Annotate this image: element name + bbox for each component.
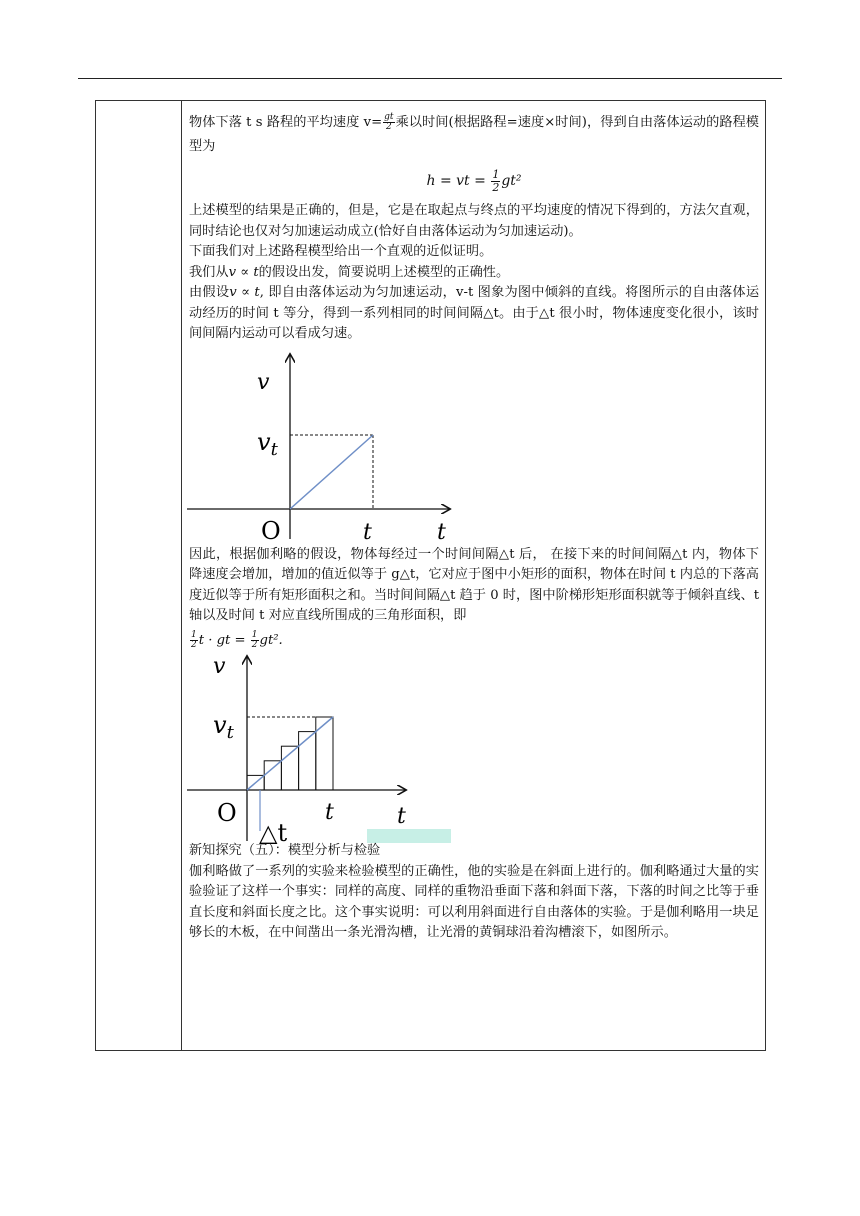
eq-mid: t · gt =: [198, 632, 250, 648]
paragraph-proof-intro: 下面我们对上述路程模型给出一个直观的近似证明。: [189, 244, 493, 259]
column-divider: [181, 101, 182, 1050]
vt-label: [257, 428, 279, 460]
origin-label: O: [261, 516, 281, 545]
y-axis-label: v: [257, 369, 270, 395]
math-proportional: v ∝ t: [229, 285, 260, 300]
paragraph-vt-graph: [189, 283, 759, 345]
content-cell: [189, 111, 759, 944]
step-rect: [299, 732, 316, 790]
fraction-half: [491, 169, 500, 194]
equation-path-model: [189, 163, 759, 199]
text-run: 由假设: [189, 285, 230, 300]
vt-main: v: [213, 711, 227, 739]
eq-end: gt².: [259, 632, 283, 648]
frac-num: gt: [384, 112, 394, 122]
frac-num: 1: [191, 629, 197, 640]
figure-vt-steps: [187, 653, 457, 845]
paragraph-average-speed: [189, 111, 759, 159]
frac-num: 1: [251, 629, 258, 640]
eq-left: h = vt =: [426, 173, 491, 189]
paragraph-galileo-experiment: 伽利略做了一系列的实验来检验模型的正确性，他的实验是在斜面上进行的。伽利略通过大量的实验验证了这样一个事实：同样的高度、同样的重物沿垂面下落和斜面下落，下落的时间之比等于垂直长度和斜面长度之比。这个事实说明：可以利用斜面进行自由落体的实验。于是伽利略用一块足够长的木板，在中间凿出一条光滑沟槽，让光滑的黄铜球沿着沟槽滚下，如图所示。: [189, 863, 759, 940]
fraction-half: [251, 631, 259, 650]
paragraph-step-explanation: 因此，根据伽利略的假设，物体每经过一个时间间隔△t 后， 在接下来的时间间隔△t 内，物体下降速度会增加，增加的值近似等于 g△t，它对应于图中小矩形的面积，物体在时间 t 内总的下落高度近似等于所有矩形面积之和。当时间间隔△t 趋于 0 时，图中阶梯形矩形面积就等于倾斜直线、t 轴以及时间 t 对应直线所围成的三角形面积，即: [189, 546, 759, 623]
equation-area: [189, 631, 759, 652]
velocity-line: [247, 717, 333, 790]
vt-sub: t: [270, 438, 278, 460]
paragraph-assumption: [189, 263, 759, 284]
section-heading-model-analysis: 新知探究（五）：模型分析与检验: [189, 843, 381, 858]
eq-right: gt²: [501, 173, 522, 189]
origin-label: O: [217, 799, 237, 827]
text-run: 我们从: [189, 264, 229, 280]
text-run: 乘以时间(根据路程=速度×时间)，得到自由落体运动的路程模型为: [189, 115, 759, 154]
text-run: , 即自由落体运动为匀加速运动，v-t 图象为图中倾斜的直线。将图所示的自由落体运动经历的时间 t 等分，得到一系列相同的时间间隔△t。由于△t 很小时，物体速度变化很小，该时间间隔内运动可以看成匀速。: [189, 285, 760, 341]
vt-label: [213, 711, 235, 743]
dt-label: △t: [259, 819, 288, 845]
frac-den: 2: [385, 122, 392, 132]
t-tick-label: t: [363, 519, 372, 545]
paragraph-model-remark: 上述模型的结果是正确的，但是，它是在取起点与终点的平均速度的情况下得到的，方法欠直观，同时结论也仅对匀加速运动成立(恰好自由落体运动为匀加速运动)。: [189, 203, 759, 239]
velocity-line: [290, 435, 373, 509]
step-rect: [316, 717, 333, 790]
frac-den: 2: [492, 180, 500, 194]
text-run: 物体下落 t s 路程的平均速度 v=: [189, 115, 383, 130]
fraction-half: [190, 631, 198, 650]
t-tick-label: t: [325, 800, 334, 825]
x-axis-label: t: [397, 804, 406, 829]
frac-den: 2: [251, 639, 258, 650]
figure-vt-line: [187, 349, 467, 545]
vt-main: v: [257, 427, 271, 456]
frac-num: 1: [492, 167, 500, 181]
fraction-gt-over-2: [383, 113, 394, 132]
content-table: [95, 100, 766, 1051]
text-run: 的假设出发，简要说明上述模型的正确性。: [258, 264, 510, 280]
step-rect: [264, 761, 281, 790]
vt-sub: t: [226, 722, 234, 743]
math-proportional: v ∝ t: [228, 264, 259, 280]
y-axis-label: v: [213, 654, 226, 679]
x-axis-label: t: [437, 519, 446, 545]
frac-den: 2: [191, 639, 197, 650]
header-rule: [78, 78, 782, 79]
